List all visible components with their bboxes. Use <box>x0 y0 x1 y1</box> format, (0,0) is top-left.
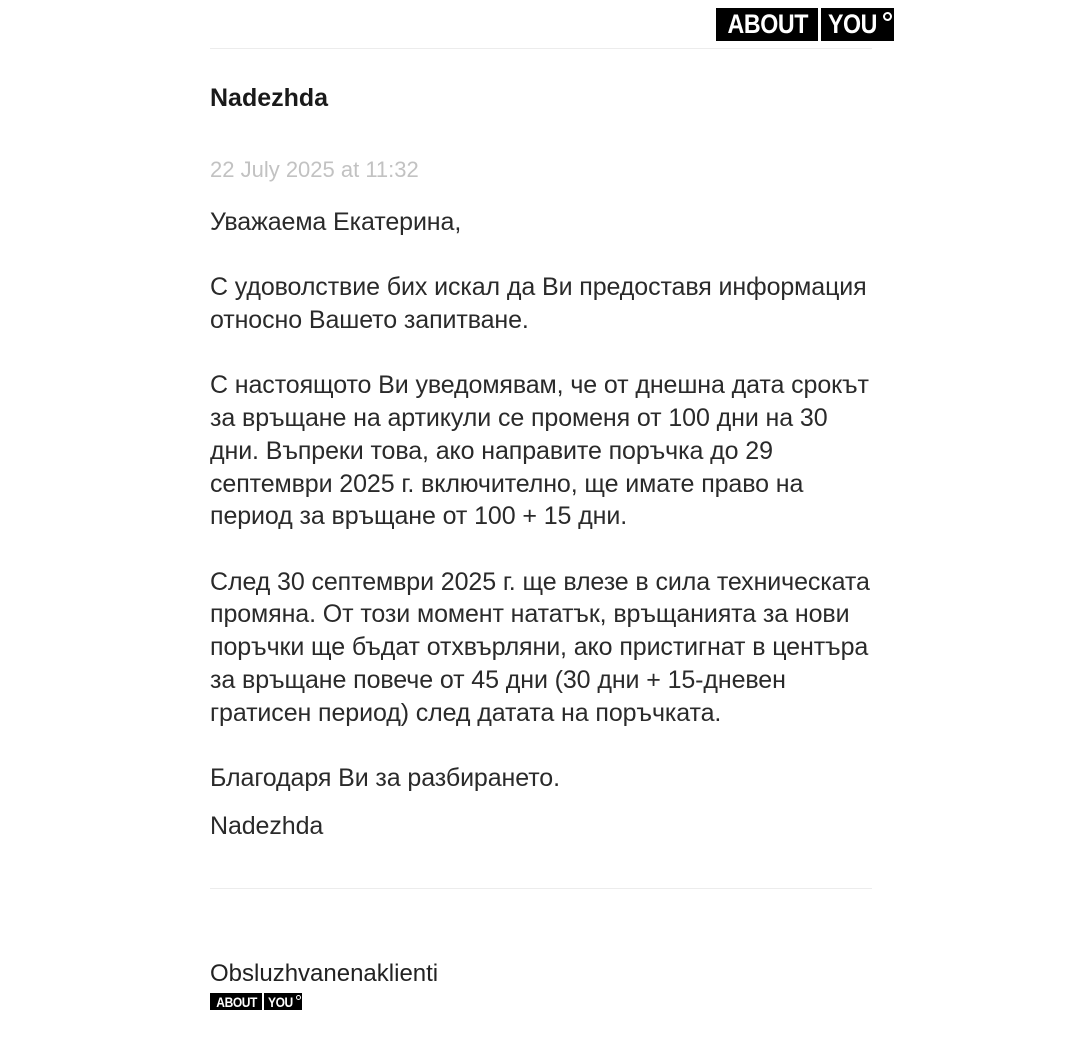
message-body <box>210 206 872 842</box>
logo-ring-icon <box>883 12 892 21</box>
about-you-logo <box>716 8 894 41</box>
message-timestamp: 22 July 2025 at 11:32 <box>210 157 419 182</box>
about-you-logo-small <box>210 993 302 1010</box>
header-divider <box>210 48 872 49</box>
message-paragraph-1: С удоволствие бих искал да Ви предоставя информация относно Вашето запитване. <box>210 273 867 335</box>
logo-text-about: ABOUT <box>216 993 257 1010</box>
footer-divider <box>210 888 872 889</box>
logo-ring-icon <box>296 995 301 1000</box>
logo-text-about: ABOUT <box>727 9 808 39</box>
logo-separator <box>262 993 264 1010</box>
message-signature: Nadezhda <box>210 811 324 840</box>
message-greeting: Уважаема Екатерина, <box>210 208 462 236</box>
logo-text-you: YOU <box>268 993 294 1010</box>
footer-team-name: Obsluzhvanenaklienti <box>210 960 439 987</box>
logo-separator <box>818 8 821 41</box>
logo-text-you: YOU <box>827 9 877 39</box>
message-closing: Благодаря Ви за разбирането. <box>210 763 560 792</box>
message-paragraph-2: С настоящото Ви уведомявам, че от днешна дата срокът за връщане на артикули се променя от 100 дни на 30 дни. Въпреки това, ако направите поръчка до 29 септември 2025 г. включително, ще имате право на период за връщане от 100 + 15 дни. <box>210 371 869 531</box>
sender-name: Nadezhda <box>210 84 329 112</box>
message-paragraph-3: След 30 септември 2025 г. ще влезе в сила техническата промяна. От този момент нататък, връщанията за нови поръчки ще бъдат отхвърляни, ако пристигнат в центъра за връщане повече от 45 дни (30 дни + 15-дневен гратисен период) след датата на поръчката. <box>210 567 870 727</box>
